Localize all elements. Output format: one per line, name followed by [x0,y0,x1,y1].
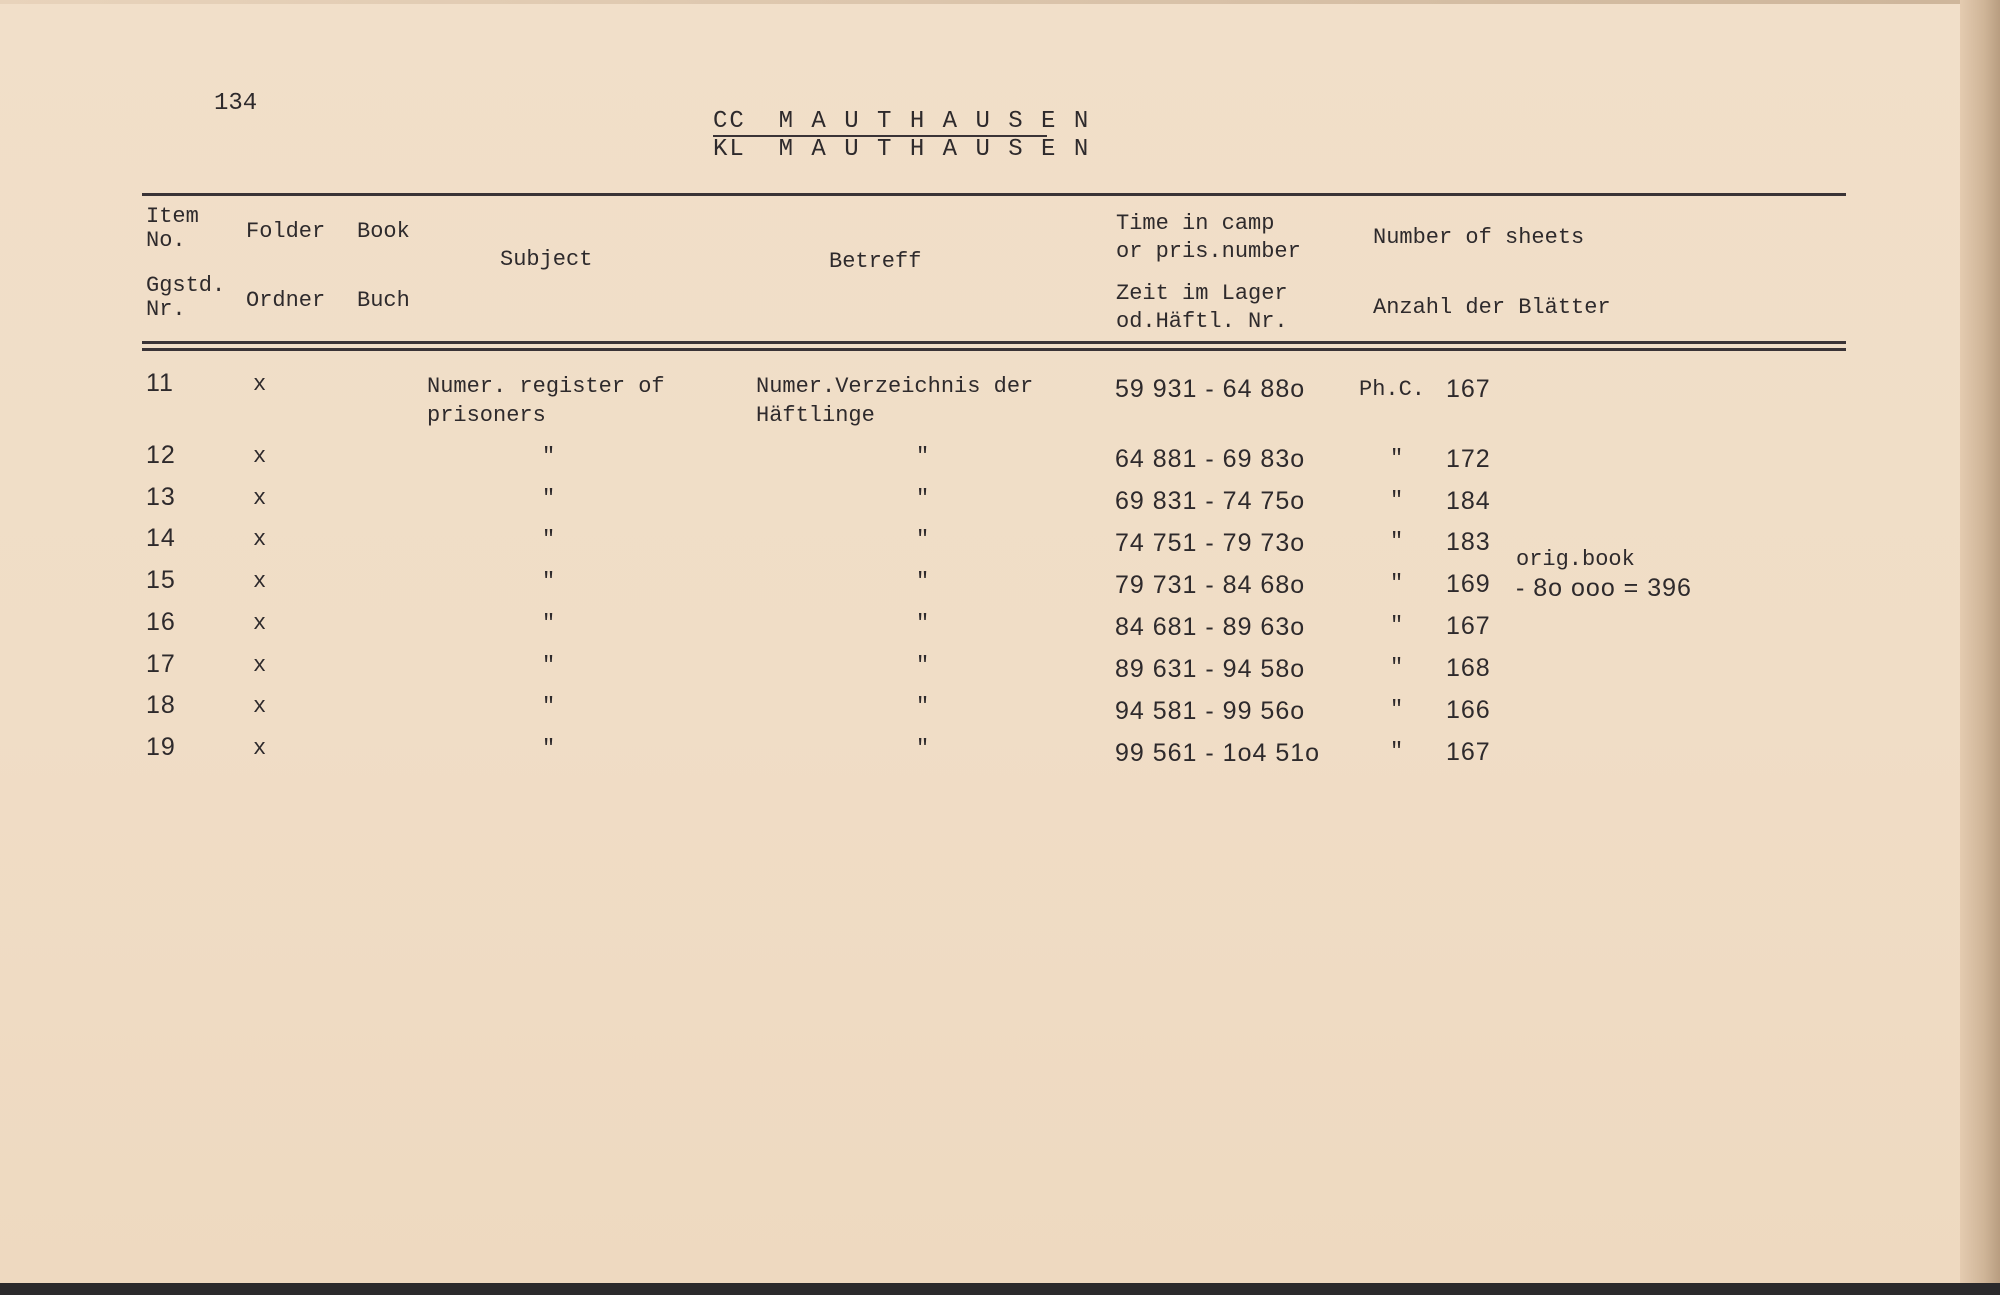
sheets-prefix: " [1390,488,1404,513]
sheets-prefix: " [1390,697,1404,722]
header-top-rule [142,193,1846,196]
subject-ditto: " [542,694,556,719]
sheets-prefix: " [1390,529,1404,554]
prisoner-number-range: 79 731 - 84 68o [1115,571,1306,599]
prisoner-number-range: 74 751 - 79 73o [1115,529,1306,557]
betreff-ditto: " [916,527,930,552]
prisoner-number-range: 94 581 - 99 56o [1115,697,1306,725]
header-ggstd-nr: Ggstd. Nr. [146,273,226,322]
item-number: 19 [146,733,176,761]
sheets-prefix: Ph.C. [1359,377,1426,402]
sheet-count: 166 [1446,696,1491,724]
folder-mark: x [253,486,267,511]
note-orig-book: orig.book [1516,547,1635,572]
subject-ditto: " [542,444,556,469]
sheet-count: 172 [1446,445,1491,473]
subject-text: Numer. register of prisoners [427,374,665,428]
item-number: 18 [146,691,176,719]
betreff-ditto: " [916,653,930,678]
subject-ditto: " [542,611,556,636]
sheet-count: 167 [1446,612,1491,640]
betreff-ditto: " [916,736,930,761]
subject-ditto: " [542,653,556,678]
item-number: 17 [146,650,176,678]
page-edge-top [0,0,2000,4]
subject-ditto: " [542,486,556,511]
item-number: 11 [146,369,174,397]
header-book: Book [357,219,410,244]
header-bottom-rule-upper [142,341,1846,344]
folder-mark: x [253,694,267,719]
betreff-text: Numer.Verzeichnis der Häftlinge [756,374,1034,428]
prisoner-number-range: 69 831 - 74 75o [1115,487,1306,515]
sheet-count: 168 [1446,654,1491,682]
header-buch: Buch [357,288,410,313]
betreff-ditto: " [916,694,930,719]
folder-mark: x [253,653,267,678]
folder-mark: x [253,372,267,397]
sheets-prefix: " [1390,446,1404,471]
note-total: - 8o ooo = 396 [1516,574,1692,602]
prisoner-number-range: 59 931 - 64 88o [1115,375,1306,403]
header-ordner: Ordner [246,288,326,313]
header-time-in-camp: Time in camp or pris.number [1116,211,1301,264]
header-subject: Subject [500,247,593,272]
page-edge-right [1960,0,2000,1295]
sheets-prefix: " [1390,655,1404,680]
subject-ditto: " [542,527,556,552]
prisoner-number-range: 64 881 - 69 83o [1115,445,1306,473]
sheet-count: 169 [1446,570,1491,598]
item-number: 14 [146,524,176,552]
prisoner-number-range: 89 631 - 94 58o [1115,655,1306,683]
header-betreff: Betreff [829,249,922,274]
subject-ditto: " [542,569,556,594]
betreff-ditto: " [916,569,930,594]
prisoner-number-range: 84 681 - 89 63o [1115,613,1306,641]
betreff-ditto: " [916,611,930,636]
item-number: 12 [146,441,176,469]
header-folder: Folder [246,219,326,244]
folder-mark: x [253,611,267,636]
sheet-count: 167 [1446,375,1491,403]
subject-ditto: " [542,736,556,761]
title-cc: CC M A U T H A U S E N [713,108,1091,135]
prisoner-number-range: 99 561 - 1o4 51o [1115,739,1321,767]
title-kl: KL M A U T H A U S E N [713,136,1091,163]
folder-mark: x [253,527,267,552]
betreff-ditto: " [916,444,930,469]
folder-mark: x [253,736,267,761]
page-edge-bottom [0,1283,2000,1295]
header-anzahl-der-blaetter: Anzahl der Blätter [1373,295,1611,320]
item-number: 13 [146,483,176,511]
item-number: 16 [146,608,176,636]
header-zeit-im-lager: Zeit im Lager od.Häftl. Nr. [1116,281,1288,334]
header-number-of-sheets: Number of sheets [1373,225,1585,250]
item-number: 15 [146,566,176,594]
folder-mark: x [253,569,267,594]
sheets-prefix: " [1390,739,1404,764]
sheet-count: 167 [1446,738,1491,766]
sheet-count: 184 [1446,487,1491,515]
sheets-prefix: " [1390,613,1404,638]
sheets-prefix: " [1390,571,1404,596]
header-item-no: Item No. [146,204,199,253]
header-bottom-rule-lower [142,348,1846,351]
betreff-ditto: " [916,486,930,511]
sheet-count: 183 [1446,528,1491,556]
folder-mark: x [253,444,267,469]
page-number: 134 [214,90,258,117]
